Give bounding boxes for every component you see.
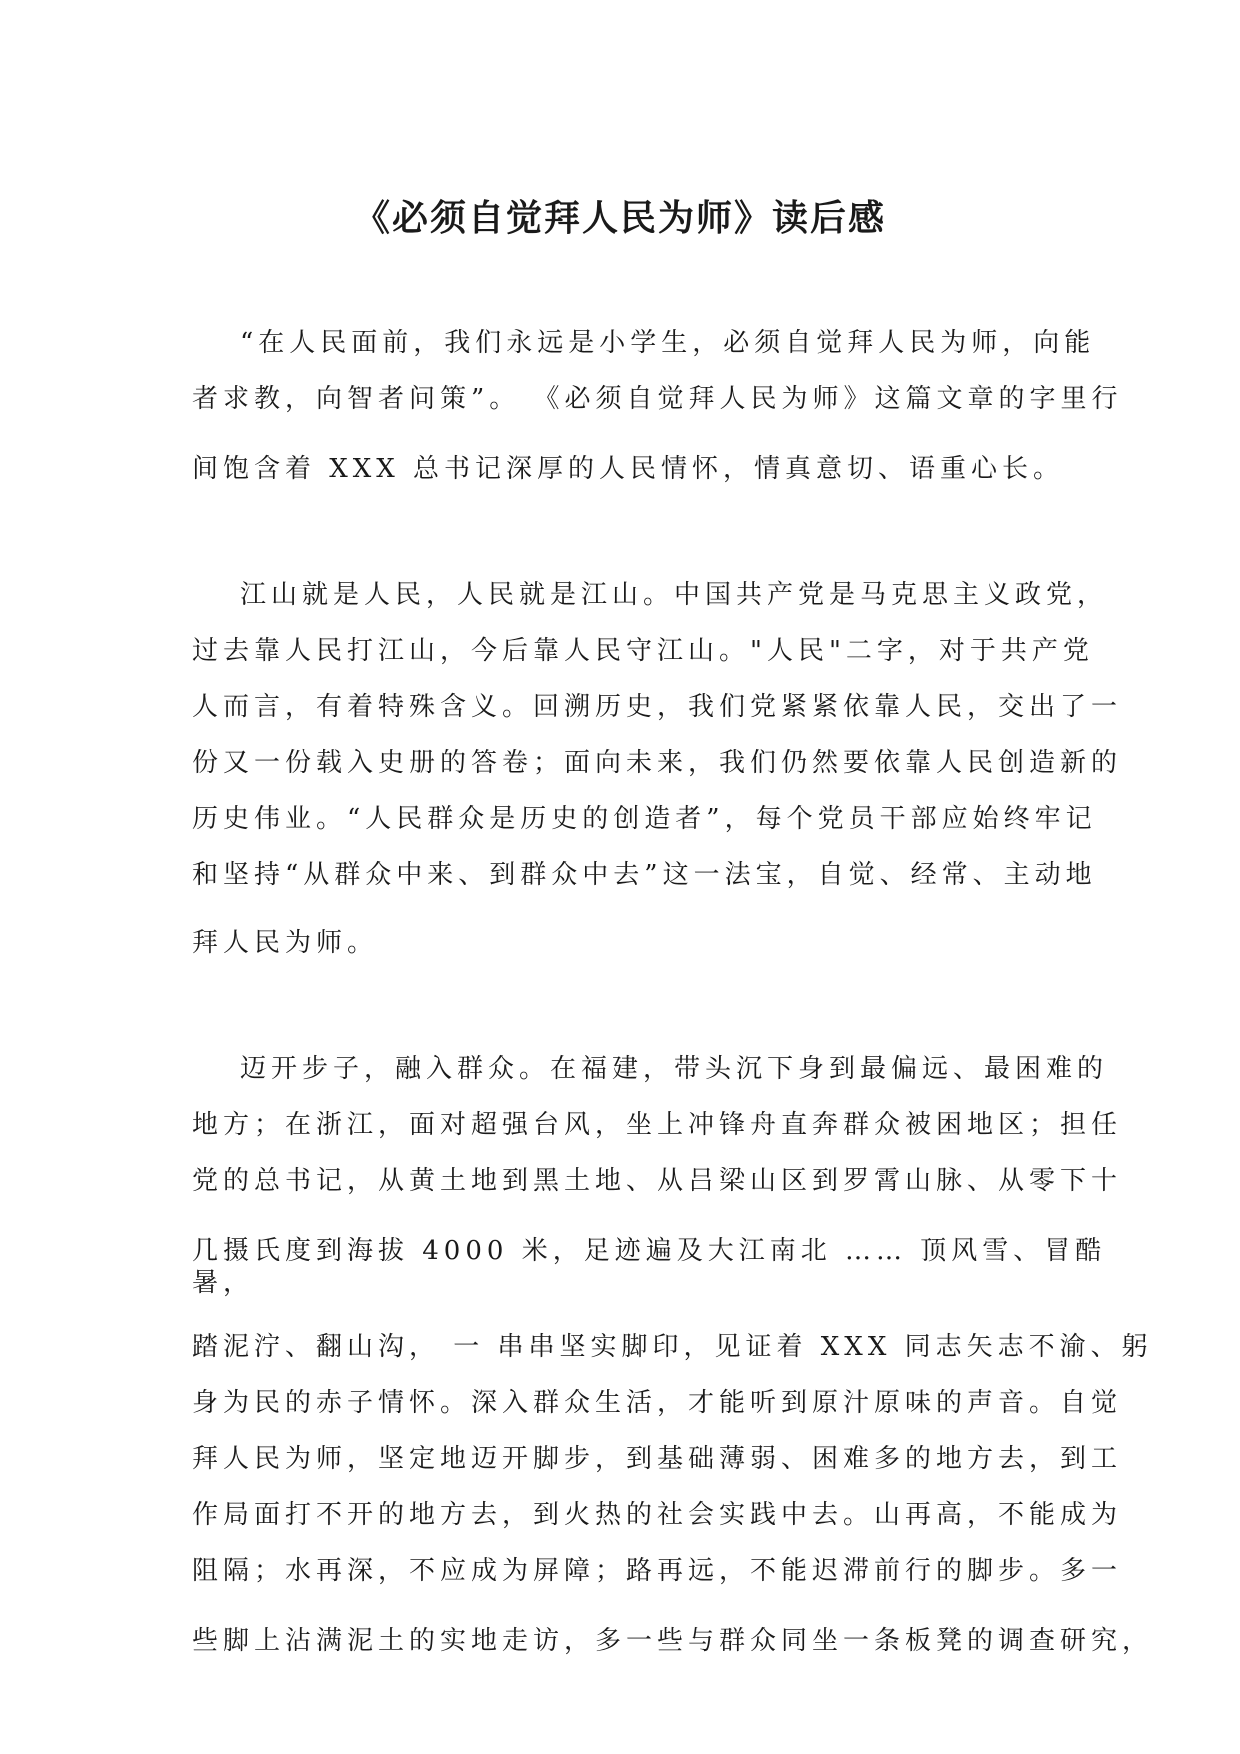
paragraph-3-line-2: 地方；在浙江，面对超强台风，坐上冲锋舟直奔群众被困地区；担任 — [192, 1110, 1123, 1140]
paragraph-2-line-7: 拜人民为师。 — [192, 928, 379, 958]
paragraph-3-line-5: 暑， — [192, 1268, 255, 1298]
paragraph-3-line-1: 迈开步子，融入群众。在福建，带头沉下身到最偏远、最困难的 — [240, 1054, 1109, 1084]
paragraph-3-line-7: 身为民的赤子情怀。深入群众生活，才能听到原汁原味的声音。自觉 — [192, 1388, 1123, 1418]
paragraph-1-line-1: “在人民面前，我们永远是小学生，必须自觉拜人民为师，向能 — [240, 328, 1096, 358]
paragraph-3-line-3: 党的总书记，从黄土地到黑土地、从吕梁山区到罗霄山脉、从零下十 — [192, 1166, 1123, 1196]
paragraph-3-line-9: 作局面打不开的地方去，到火热的社会实践中去。山再高，不能成为 — [192, 1500, 1123, 1530]
paragraph-2-line-3: 人而言，有着特殊含义。回溯历史，我们党紧紧依靠人民，交出了一 — [192, 692, 1123, 722]
paragraph-2-line-1: 江山就是人民，人民就是江山。中国共产党是马克思主义政党， — [240, 580, 1109, 610]
paragraph-2-line-5: 历史伟业。“人民群众是历史的创造者”，每个党员干部应始终牢记 — [192, 804, 1097, 834]
paragraph-3-line-10: 阻隔；水再深，不应成为屏障；路再远，不能迟滞前行的脚步。多一 — [192, 1556, 1123, 1586]
paragraph-1-line-3: 间饱含着 XXX 总书记深厚的人民情怀，情真意切、语重心长。 — [192, 454, 1065, 484]
paragraph-1-line-2: 者求教，向智者问策”。 《必须自觉拜人民为师》这篇文章的字里行 — [192, 384, 1123, 414]
paragraph-3-line-11: 些脚上沾满泥土的实地走访，多一些与群众同坐一条板凳的调查研究， — [192, 1626, 1154, 1656]
paragraph-2-line-6: 和坚持“从群众中来、到群众中去”这一法宝，自觉、经常、主动地 — [192, 860, 1097, 890]
paragraph-2-line-4: 份又一份载入史册的答卷；面向未来，我们仍然要依靠人民创造新的 — [192, 748, 1123, 778]
document-title: 《必须自觉拜人民为师》读后感 — [353, 198, 886, 239]
paragraph-3-line-6: 踏泥泞、翻山沟， 一 串串坚实脚印，见证着 XXX 同志矢志不渝、躬 — [192, 1332, 1153, 1362]
paragraph-2-line-2: 过去靠人民打江山，今后靠人民守江山。"人民"二字，对于共产党 — [192, 636, 1094, 666]
paragraph-3-line-8: 拜人民为师，坚定地迈开脚步，到基础薄弱、困难多的地方去，到工 — [192, 1444, 1123, 1474]
paragraph-3-line-4: 几摄氏度到海拔 4000 米，足迹遍及大江南北 …… 顶风雪、冒酷 — [192, 1236, 1107, 1266]
